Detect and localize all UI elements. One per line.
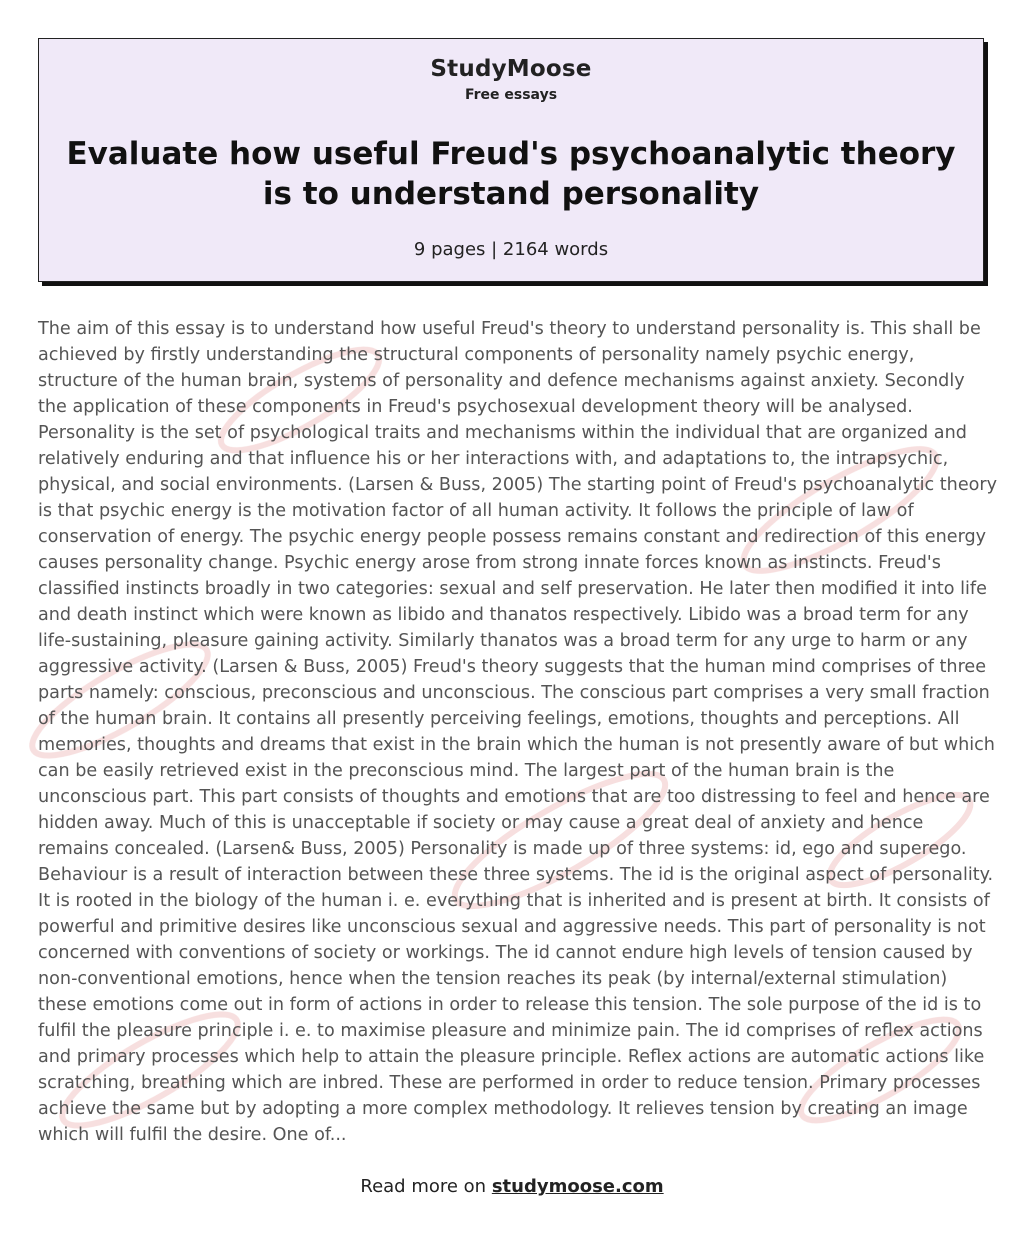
essay-title: Evaluate how useful Freud's psychoanalytic theory is to understand personality — [66, 136, 956, 212]
read-more-footer — [0, 1176, 1024, 1197]
brand-logo[interactable]: StudyMoose — [430, 56, 592, 82]
essay-meta: 9 pages | 2164 words — [413, 239, 609, 260]
essay-header-card — [38, 38, 984, 282]
read-more-label: Read more on — [360, 1176, 492, 1197]
essay-excerpt: The aim of this essay is to understand how useful Freud's theory to understand personality is. This shall be achieved by firstly understanding the structural components of personality namely psychic energy, structure of the human brain, systems of personality and defence mechanisms against anxiety. Secondly the application of these components in Freud's psychosexual development theory will be analysed. Personality is the set of psychological traits and mechanisms within the individual that are organized and relatively enduring and that influence his or her interactions with, and adaptations to, the intrapsychic, physical, and social environments. (Larsen & Buss, 2005) The starting point of Freud's psychoanalytic theory is that psychic energy is the motivation factor of all human activity. It follows the principle of law of conservation of energy. The psychic energy people possess remains constant and redirection of this energy causes personality change. Psychic energy arose from strong innate forces known as instincts. Freud's classified instincts broadly in two categories: sexual and self preservation. He later then modified it into life and death instinct which were known as libido and thanatos respectively. Libido was a broad term for any life-sustaining, pleasure gaining activity. Similarly thanatos was a broad term for any urge to harm or any aggressive activity. (Larsen & Buss, 2005) Freud's theory suggests that the human mind comprises of three parts namely: conscious, preconscious and unconscious. The conscious part comprises a very small fraction of the human brain. It contains all presently perceiving feelings, emotions, thoughts and perceptions. All memories, thoughts and dreams that exist in the brain which the human is not presently aware of but which can be easily retrieved exist in the preconscious mind. The largest part of the human brain is the unconscious part. This part consists of thoughts and emotions that are too distressing to feel and hence are hidden away. Much of this is unacceptable if society or may cause a great deal of anxiety and hence remains concealed. (Larsen& Buss, 2005) Personality is made up of three systems: id, ego and superego. Behaviour is a result of interaction between these three systems. The id is the original aspect of personality. It is rooted in the biology of the human i. e. everything that is inherited and is present at birth. It consists of powerful and primitive desires like unconscious sexual and aggressive needs. This part of personality is not concerned with conventions of society or workings. The id cannot endure high levels of tension caused by non-conventional emotions, hence when the tension reaches its peak (by internal/external stimulation) these emotions come out in form of actions in order to release this tension. The sole purpose of the id is to fulfil the pleasure principle i. e. to maximise pleasure and minimize pain. The id comprises of reflex actions and primary processes which help to attain the pleasure principle. Reflex actions are automatic actions like scratching, breathing which are inbred. These are performed in order to reduce tension. Primary processes achieve the same but by adopting a more complex methodology. It relieves tension by creating an image which will fulfil the desire. One of... — [38, 319, 998, 1145]
studymoose-link[interactable]: studymoose.com — [491, 1176, 664, 1197]
brand-tagline: Free essays — [464, 87, 558, 103]
